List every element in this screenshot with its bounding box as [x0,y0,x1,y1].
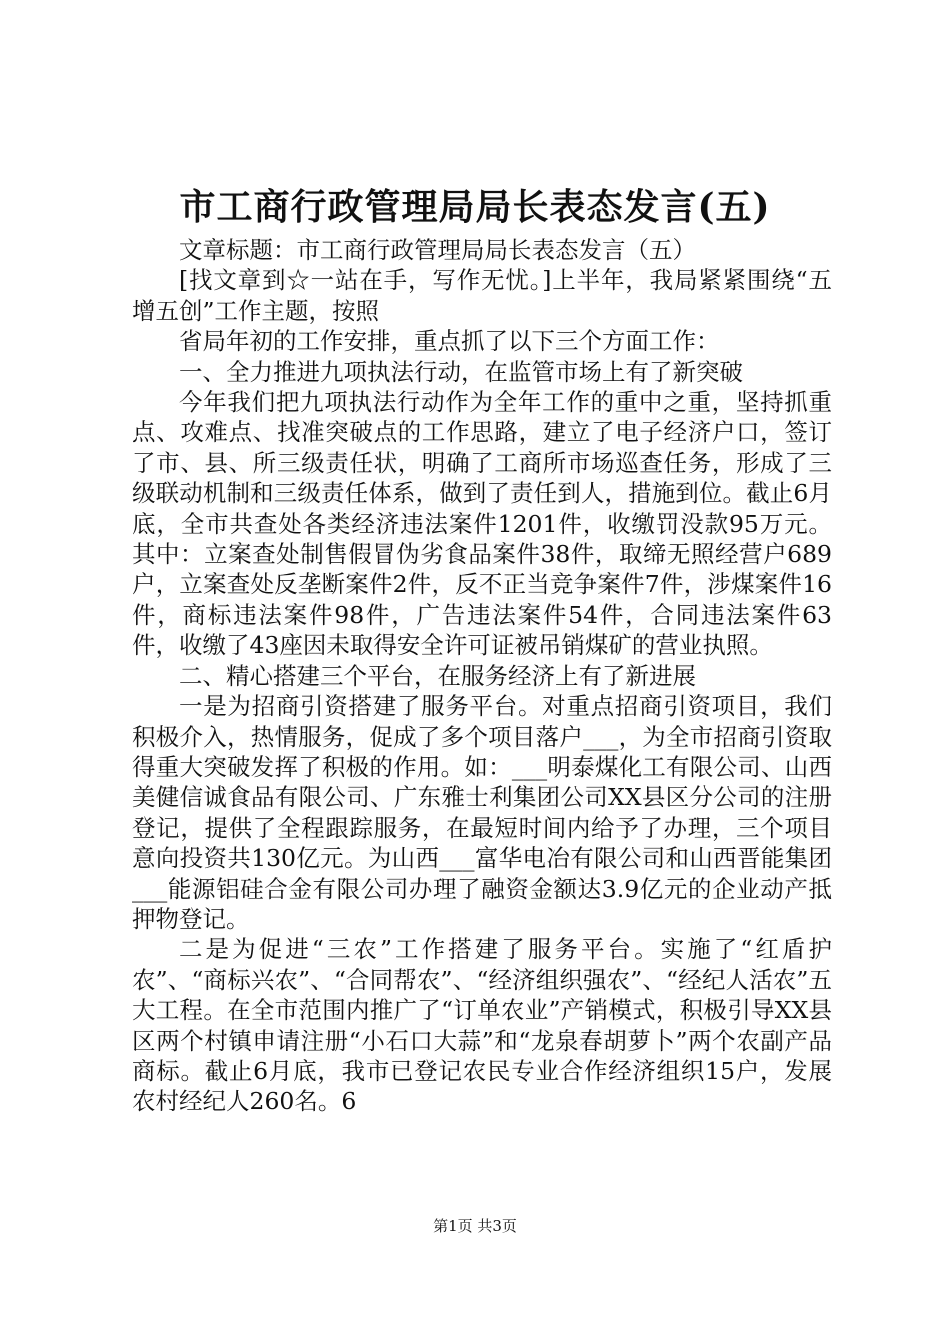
paragraph-agriculture-platform: 二是为促进“三农”工作搭建了服务平台。实施了“红盾护农”、“商标兴农”、“合同帮农”、“经济组织强农”、“经纪人活农”五大工程。在全市范围内推广了“订单农业”产销模式，积极引导XX县区两个村镇申请注册“小石口大蒜”和“龙泉春胡萝卜”两个农副产品商标。截止6月底，我市已登记农民专业合作经济组织15户，发展农村经纪人260名。6 [132,935,832,1116]
document-body [132,235,832,1117]
section-heading-1: 一、全力推进九项执法行动，在监管市场上有了新突破 [179,357,743,386]
section-heading-2: 二、精心搭建三个平台，在服务经济上有了新进展 [179,661,696,690]
paragraph-article-title: 文章标题：市工商行政管理局局长表态发言（五） [179,236,696,264]
paragraph-intro: [找文章到☆一站在手，写作无忧。]上半年，我局紧紧围绕“五增五创”工作主题，按照 [132,266,832,325]
page-footer: 第1页 共3页 [433,1217,517,1235]
paragraph-intro-continued: 省局年初的工作安排，重点抓了以下三个方面工作： [179,327,720,356]
paragraph-investment-platform: 一是为招商引资搭建了服务平台。对重点招商引资项目，我们积极介入，热情服务，促成了多个项目落户___，为全市招商引资取得重大突破发挥了积极的作用。如：___明泰煤化工有限公司、山西美健信诚食品有限公司、广东雅士利集团公司XX县区分公司的注册登记，提供了全程跟踪服务，在最短时间内给予了办理，三个项目意向投资共130亿元。为山西___富华电冶有限公司和山西晋能集团___能源铝硅合金有限公司办理了融资金额达3.9亿元的企业动产抵押物登记。 [132,692,832,933]
document-title: 市工商行政管理局局长表态发言(五) [179,186,771,228]
paragraph-enforcement: 今年我们把九项执法行动作为全年工作的重中之重，坚持抓重点、攻难点、找准突破点的工作思路，建立了电子经济户口，签订了市、县、所三级责任状，明确了工商所市场巡查任务，形成了三级联动机制和三级责任体系，做到了责任到人，措施到位。截止6月底，全市共查处各类经济违法案件1201件，收缴罚没款95万元。其中：立案查处制售假冒伪劣食品案件38件，取缔无照经营户689户，立案查处反垄断案件2件，反不正当竞争案件7件，涉煤案件16件，商标违法案件98件，广告违法案件54件，合同违法案件63件，收缴了43座因未取得安全许可证被吊销煤矿的营业执照。 [132,388,832,660]
